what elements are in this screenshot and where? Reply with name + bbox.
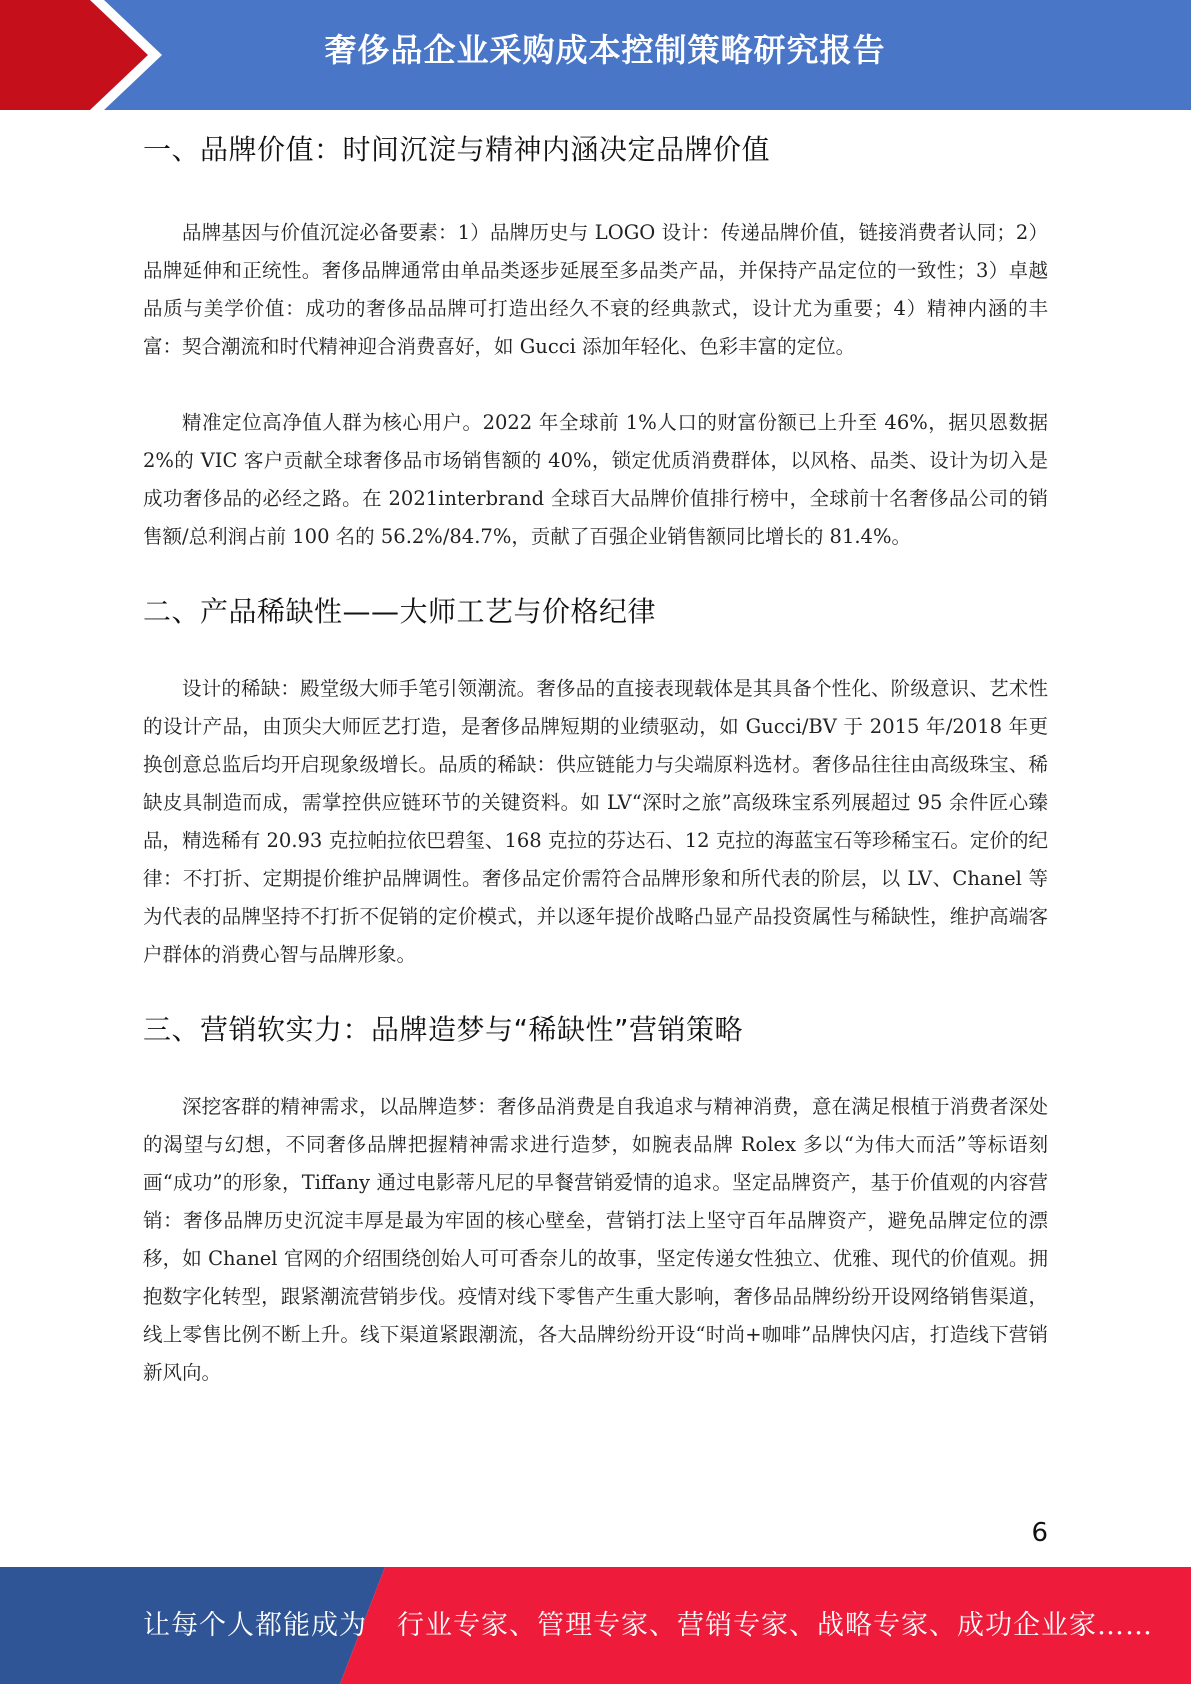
header-red-block [0, 0, 148, 110]
paragraph-marketing-strategy: 深挖客群的精神需求，以品牌造梦：奢侈品消费是自我追求与精神消费，意在满足根植于消费者深处的渴望与幻想，不同奢侈品牌把握精神需求进行造梦，如腕表品牌 Rolex 多以“为伟大而活”等标语刻画“成功”的形象，Tiffany 通过电影蒂凡尼的早餐营销爱情的追求。坚定品牌资产，基于价值观的内容营销：奢侈品牌历史沉淀丰厚是最为牢固的核心壁垒，营销打法上坚守百年品牌资产，避免品牌定位的漂移，如 Chanel 官网的介绍围绕创始人可可香奈儿的故事，坚定传递女性独立、优雅、现代的价值观。拥抱数字化转型，跟紧潮流营销步伐。疫情对线下零售产生重大影响，奢侈品品牌纷纷开设网络销售渠道，线上零售比例不断上升。线下渠道紧跟潮流，各大品牌纷纷开设“时尚+咖啡”品牌快闪店，打造线下营销新风向。 [143, 1095, 1048, 1384]
page-number: 6 [1031, 1518, 1048, 1548]
footer-banner [0, 1567, 1191, 1684]
paragraph-design-scarcity: 设计的稀缺：殿堂级大师手笔引领潮流。奢侈品的直接表现载体是其具备个性化、阶级意识、艺术性的设计产品，由顶尖大师匠艺打造，是奢侈品牌短期的业绩驱动，如 Gucci/BV 于 2015 年/2018 年更换创意总监后均开启现象级增长。品质的稀缺：供应链能力与尖端原料选材。奢侈品往往由高级珠宝、稀缺皮具制造而成，需掌控供应链环节的关键资料。如 LV“深时之旅”高级珠宝系列展超过 95 余件匠心臻品，精选稀有 20.93 克拉帕拉依巴碧玺、168 克拉的芬达石、12 克拉的海蓝宝石等珍稀宝石。定价的纪律：不打折、定期提价维护品牌调性。奢侈品定价需符合品牌形象和所代表的阶层，以 LV、Chanel 等为代表的品牌坚持不打折不促销的定价模式，并以逐年提价战略凸显产品投资属性与稀缺性，维护高端客户群体的消费心智与品牌形象。 [143, 677, 1048, 966]
section-heading-marketing: 三、营销软实力：品牌造梦与“稀缺性”营销策略 [143, 1013, 744, 1046]
report-title: 奢侈品企业采购成本控制策略研究报告 [324, 31, 886, 69]
main-content [143, 128, 1048, 1392]
section-heading-brand-value: 一、品牌价值：时间沉淀与精神内涵决定品牌价值 [143, 133, 771, 166]
header-banner [0, 0, 1191, 110]
footer-slogan-left: 让每个人都能成为 [143, 1610, 367, 1641]
paragraph-brand-gene: 品牌基因与价值沉淀必备要素：1）品牌历史与 LOGO 设计：传递品牌价值，链接消费者认同；2）品牌延伸和正统性。奢侈品牌通常由单品类逐步延展至多品类产品，并保持产品定位的一致性；3）卓越品质与美学价值：成功的奢侈品品牌可打造出经久不衰的经典款式，设计尤为重要；4）精神内涵的丰富：契合潮流和时代精神迎合消费喜好，如 Gucci 添加年轻化、色彩丰富的定位。 [143, 221, 1048, 358]
section-heading-product-scarcity: 二、产品稀缺性——大师工艺与价格纪律 [143, 595, 657, 628]
paragraph-precise-positioning: 精准定位高净值人群为核心用户。2022 年全球前 1%人口的财富份额已上升至 46%，据贝恩数据 2%的 VIC 客户贡献全球奢侈品市场销售额的 40%，锁定优质消费群体，以风格、品类、设计为切入是成功奢侈品的必经之路。在 2021interbrand 全球百大品牌价值排行榜中，全球前十名奢侈品公司的销售额/总利润占前 100 名的 56.2%/84.7%，贡献了百强企业销售额同比增长的 81.4%。 [143, 411, 1048, 548]
footer-slogan-right: 行业专家、管理专家、营销专家、战略专家、成功企业家…… [397, 1610, 1153, 1641]
